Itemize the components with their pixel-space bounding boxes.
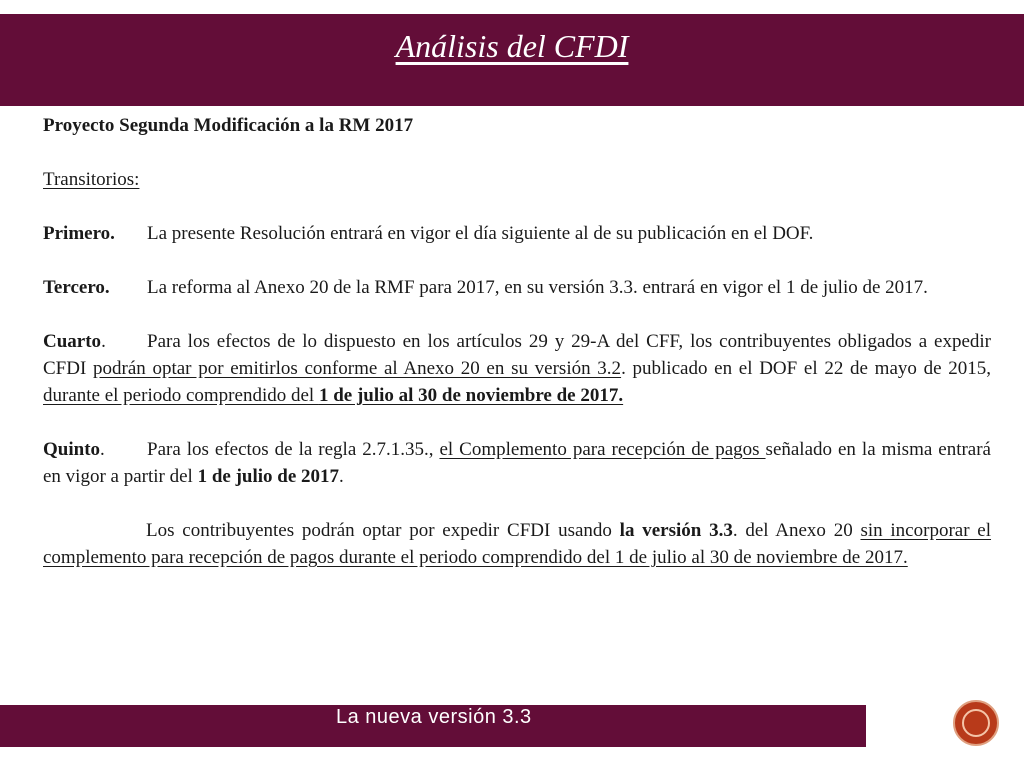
tercero-text: La reforma al Anexo 20 de la RMF para 2017, en su versión 3.3. entrará en vigor el 1 de julio de 2017. (147, 277, 928, 298)
document-heading: Proyecto Segunda Modificación a la RM 2017 (43, 115, 414, 136)
paragraph-primero (43, 220, 991, 247)
cuarto-bold-dates: 1 de julio al 30 de noviembre de 2017. (318, 385, 624, 406)
slide-body (43, 112, 991, 571)
cuarto-underline-2: durante el periodo comprendido del (43, 385, 319, 406)
quinto-text-3: . (339, 466, 344, 487)
final-bold-version: la versión 3.3 (619, 520, 733, 541)
cuarto-text-2: . publicado en el DOF el 22 de mayo de 2015, (621, 358, 991, 379)
final-underline: sin incorporar el complemento para recepción de pagos durante el periodo comprendido del 1 de julio al 30 de noviembre de 2017. (43, 520, 992, 568)
slide-title: Análisis del CFDI (395, 28, 629, 64)
section-label: Transitorios: (43, 169, 140, 190)
quinto-bold-date: 1 de julio de 2017 (197, 466, 340, 487)
final-text-2: . del Anexo 20 (732, 520, 861, 541)
primero-text: La presente Resolución entrará en vigor el día siguiente al de su publicación en el DOF. (147, 223, 814, 244)
footer-label: La nueva versión 3.3 (336, 706, 532, 728)
quinto-text-2: señalado en la misma entrará en vigor a partir del (43, 439, 991, 487)
tercero-label: Tercero. (43, 277, 110, 298)
quinto-label: Quinto (43, 439, 101, 460)
cuarto-label: Cuarto (43, 331, 102, 352)
cuarto-underline-1: podrán optar por emitirlos conforme al Anexo 20 en su versión 3.2 (93, 358, 622, 379)
cuarto-text-1: Para los efectos de lo dispuesto en los artículos 29 y 29-A del CFF, los contribuyentes obligados a expedir CFDI (43, 331, 991, 379)
paragraph-tercero (43, 274, 991, 301)
primero-label: Primero. (43, 223, 115, 244)
paragraph-final (43, 517, 991, 571)
paragraph-quinto: Quinto. Para los efectos de la regla 2.7.1.35., el Complemento para recepción de pagos señalado en la misma entrará en vigor a partir del 1 de julio de 2017. (43, 439, 991, 487)
quinto-underline-1: el Complemento para recepción de pagos (439, 439, 766, 460)
quinto-text-1: Para los efectos de la regla 2.7.1.35., (147, 439, 440, 460)
ornament-circle-icon (953, 700, 999, 746)
paragraph-cuarto: Cuarto. Para los efectos de lo dispuesto en los artículos 29 y 29-A del CFF, los contribuyentes obligados a expedir CFDI podrán optar por emitirlos conforme al Anexo 20 en su versión 3.2. publicado en el DOF el 22 de mayo de 2015, durante el periodo comprendido del 1 de julio al 30 de noviembre de 2017. (43, 331, 991, 406)
final-text-1: Los contribuyentes podrán optar por expedir CFDI usando (146, 520, 620, 541)
